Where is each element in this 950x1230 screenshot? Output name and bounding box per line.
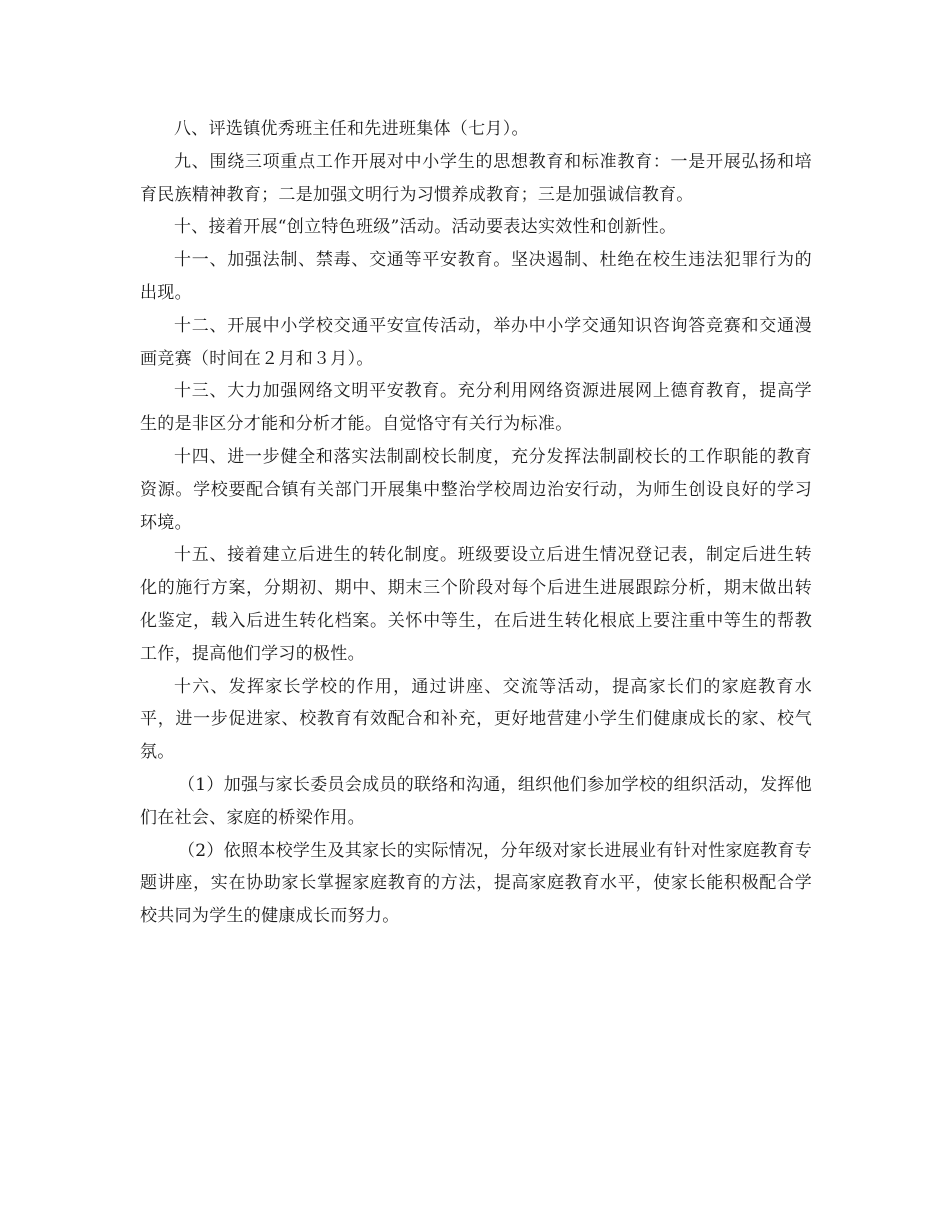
paragraph-item-16: 十六、发挥家长学校的作用，通过讲座、交流等活动，提高家长们的家庭教育水平，进一步促进家、校教育有效配合和补充，更好地营建小学生们健康成长的家、校气氛。 [140, 676, 812, 763]
sub-item-1: （1）加强与家长委员会成员的联络和沟通，组织他们参加学校的组织活动，发挥他们在社会、家庭的桥梁作用。 [140, 774, 812, 828]
paragraph-item-15: 十五、接着建立后进生的转化制度。班级要设立后进生情况登记表，制定后进生转化的施行方案，分期初、期中、期末三个阶段对每个后进生进展跟踪分析，期末做出转化鉴定，载入后进生转化档案。关怀中等生，在后进生转化根底上要注重中等生的帮教工作，提高他们学习的极性。 [140, 545, 812, 664]
document-body [140, 113, 812, 933]
paragraph-item-13: 十三、大力加强网络文明平安教育。充分利用网络资源进展网上德育教育，提高学生的是非区分才能和分析才能。自觉恪守有关行为标准。 [140, 381, 812, 435]
paragraph-item-9: 九、围绕三项重点工作开展对中小学生的思想教育和标准教育：一是开展弘扬和培育民族精神教育；二是加强文明行为习惯养成教育；三是加强诚信教育。 [140, 151, 812, 205]
sub-item-2: （2）依照本校学生及其家长的实际情况，分年级对家长进展业有针对性家庭教育专题讲座，实在协助家长掌握家庭教育的方法，提高家庭教育水平，使家长能积极配合学校共同为学生的健康成长而努力。 [140, 840, 812, 927]
paragraph-item-14: 十四、进一步健全和落实法制副校长制度，充分发挥法制副校长的工作职能的教育资源。学校要配合镇有关部门开展集中整治学校周边治安行动，为师生创设良好的学习环境。 [140, 446, 812, 533]
paragraph-item-10: 十、接着开展“创立特色班级”活动。活动要表达实效性和创新性。 [174, 217, 677, 238]
paragraph-item-12: 十二、开展中小学校交通平安宣传活动，举办中小学交通知识咨询答竞赛和交通漫画竞赛（时间在２月和３月）。 [140, 315, 812, 369]
paragraph-item-8: 八、评选镇优秀班主任和先进班集体（七月）。 [174, 119, 529, 139]
paragraph-item-11: 十一、加强法制、禁毒、交通等平安教育。坚决遏制、杜绝在校生违法犯罪行为的出现。 [140, 250, 812, 303]
